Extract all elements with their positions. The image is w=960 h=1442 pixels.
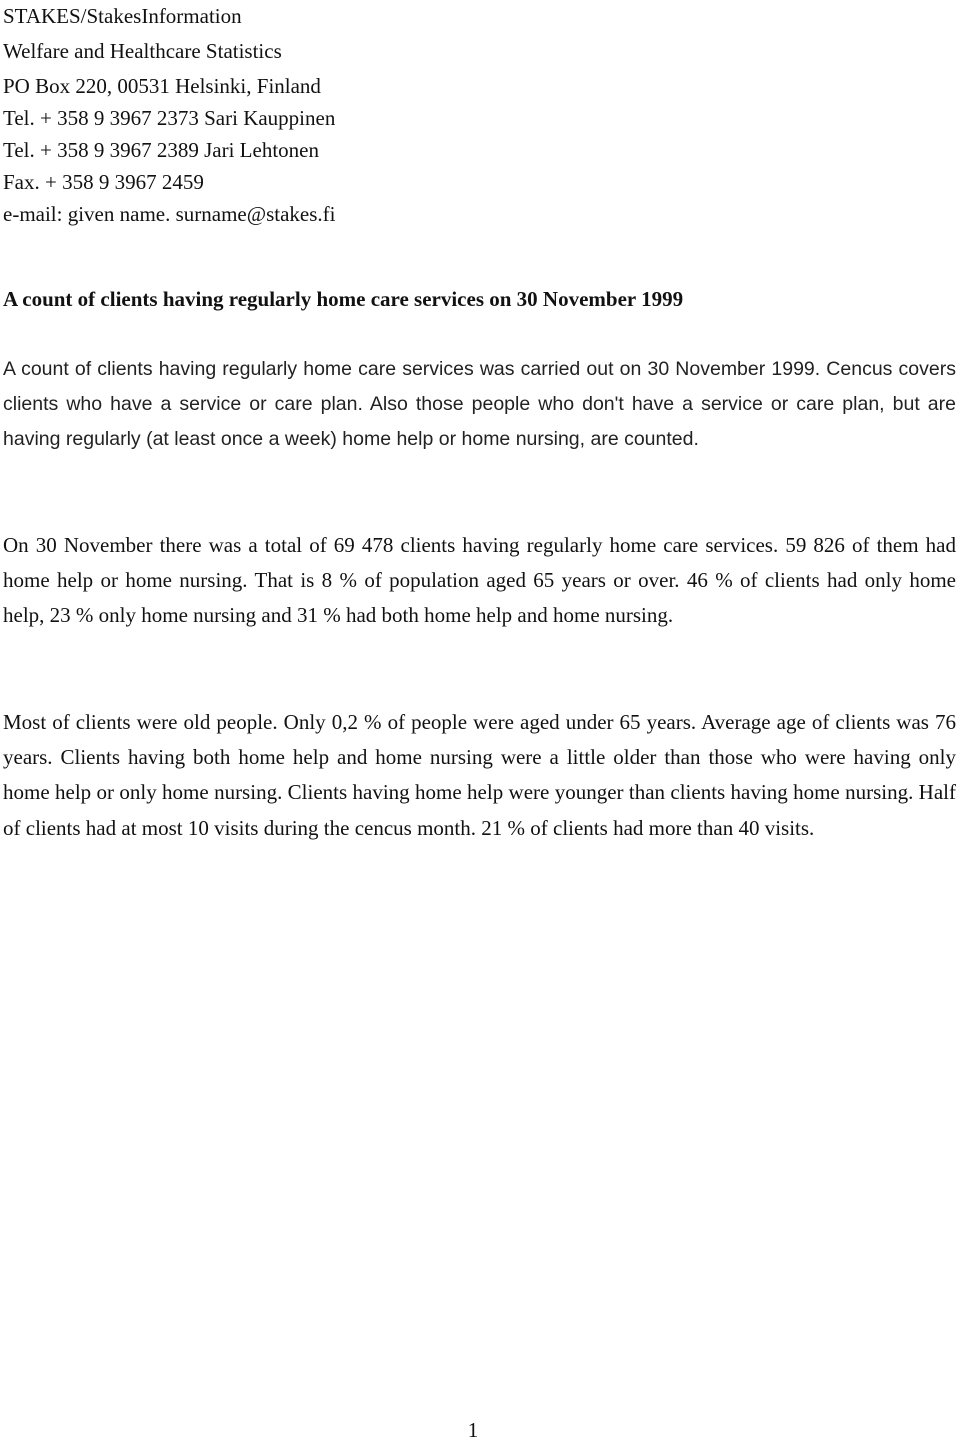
department-name: Welfare and Healthcare Statistics (3, 39, 282, 63)
fax-line: Fax. + 358 9 3967 2459 (3, 170, 204, 194)
phone-line-2: Tel. + 358 9 3967 2389 Jari Lehtonen (3, 138, 319, 162)
phone-line-1: Tel. + 358 9 3967 2373 Sari Kauppinen (3, 106, 336, 130)
page-number: 1 (467, 1418, 479, 1442)
paragraph-totals: On 30 November there was a total of 69 478 clients having regularly home care services. 59 826 of them had home help or home nursing. That is 8 % of population aged 65 years or over. 46 % of clients had only home help, 23 % only home nursing and 31 % had both home help and home nursing. (3, 533, 956, 628)
paragraph-ages: Most of clients were old people. Only 0,2 % of people were aged under 65 years. Average age of clients was 76 years. Clients having both home help and home nursing were a little older than those who were having only home help or only home nursing. Clients having home help were younger than clients having home nursing. Half of clients had at most 10 visits during the cencus month. 21 % of clients had more than 40 visits. (3, 710, 956, 840)
contact-header (3, 0, 703, 230)
document-title: A count of clients having regularly home care services on 30 November 1999 (3, 287, 684, 311)
email-line: e-mail: given name. surname@stakes.fi (3, 202, 336, 226)
paragraph-intro: A count of clients having regularly home care services was carried out on 30 November 1999. Cencus covers clients who have a service or care plan. Also those people who don't have a service or care plan, but are having regularly (at least once a week) home help or home nursing, are counted. (3, 358, 956, 451)
postal-address: PO Box 220, 00531 Helsinki, Finland (3, 74, 321, 98)
org-name: STAKES/StakesInformation (3, 4, 242, 28)
document-page (3, 0, 956, 1442)
